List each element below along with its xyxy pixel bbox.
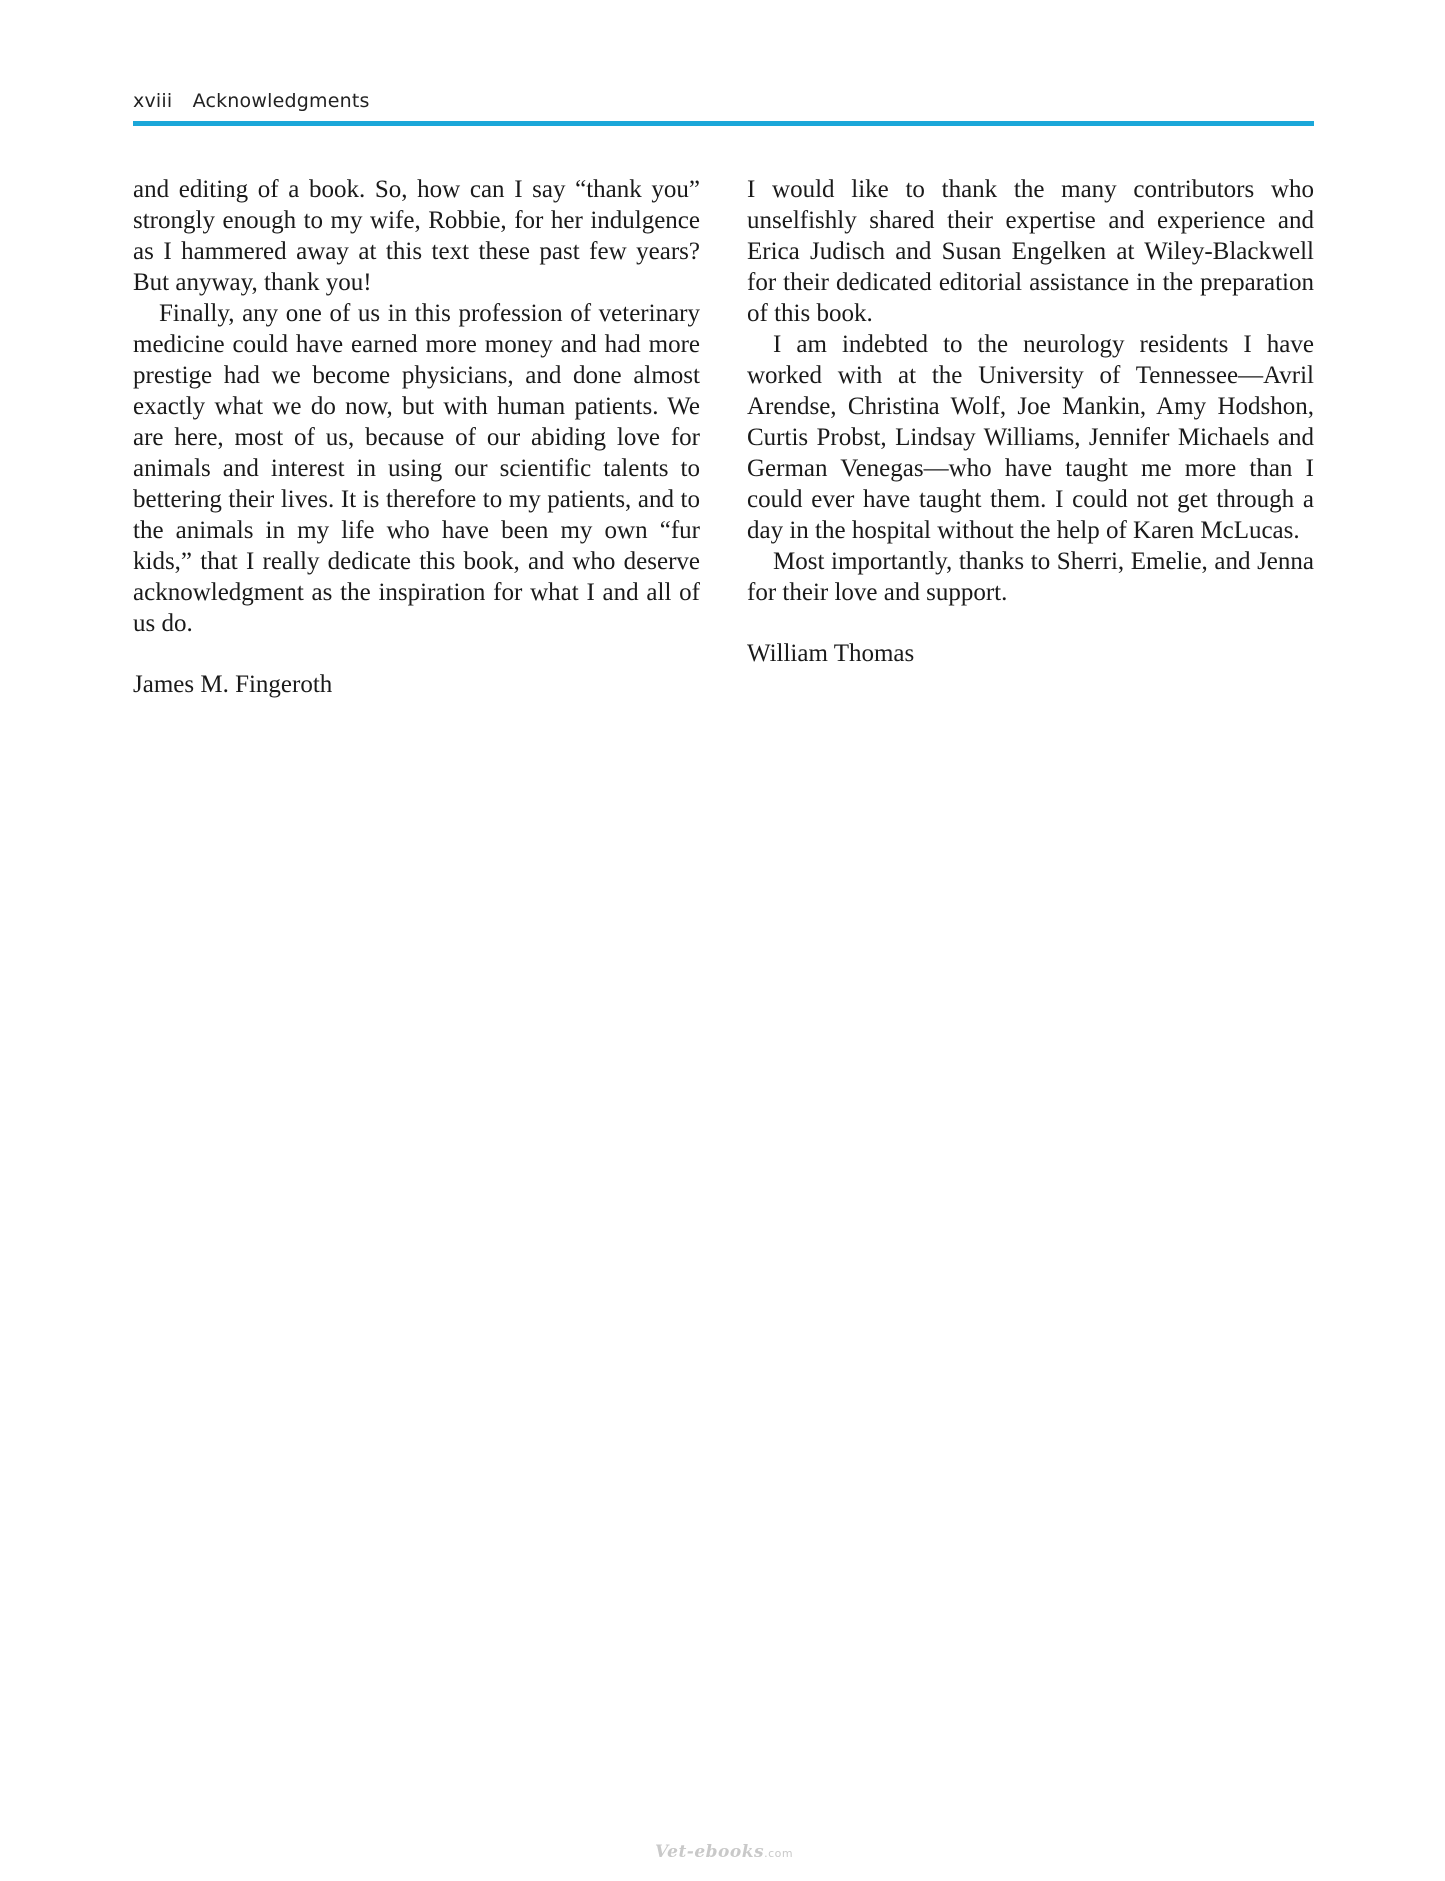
running-head bbox=[133, 90, 370, 112]
left-column bbox=[133, 174, 700, 700]
left-paragraph-1: and editing of a book. So, how can I say “thank you” strongly enough to my wife, Robbie, for her indulgence as I hammered away at this text these past few years? But anyway, thank you! bbox=[133, 176, 700, 296]
signature-fingeroth: James M. Fingeroth bbox=[133, 671, 333, 698]
signature-thomas: William Thomas bbox=[747, 640, 915, 667]
right-paragraph-1: I would like to thank the many contributors who unselfishly shared their expertise and experience and Erica Judisch and Susan Engelken at Wiley-Blackwell for their dedicated editorial assistance in the preparation of this book. bbox=[747, 176, 1314, 327]
watermark-name: Vet-ebooks bbox=[655, 1842, 765, 1862]
page-number: xviii bbox=[133, 90, 173, 112]
watermark-domain: .com bbox=[764, 1847, 794, 1860]
watermark-logo bbox=[655, 1842, 793, 1862]
header-rule bbox=[133, 121, 1314, 126]
right-column bbox=[747, 174, 1314, 669]
left-paragraph-2: Finally, any one of us in this profession of veterinary medicine could have earned more money and had more prestige had we become physicians, and done almost exactly what we do now, but with human patients. We are here, most of us, because of our abiding love for animals and interest in using our scientific talents to bettering their lives. It is therefore to my patients, and to the animals in my life who have been my own “fur kids,” that I really dedicate this book, and who deserve acknowledgment as the inspiration for what I and all of us do. bbox=[133, 300, 700, 637]
section-title: Acknowledgments bbox=[192, 90, 370, 112]
right-paragraph-3: Most importantly, thanks to Sherri, Emelie, and Jenna for their love and support. bbox=[747, 548, 1314, 606]
right-paragraph-2: I am indebted to the neurology residents I have worked with at the University of Tennessee—Avril Arendse, Christina Wolf, Joe Mankin, Amy Hodshon, Curtis Probst, Lindsay Williams, Jennifer Michaels and German Venegas—who have taught me more than I could ever have taught them. I could not get through a day in the hospital without the help of Karen McLucas. bbox=[747, 331, 1314, 544]
